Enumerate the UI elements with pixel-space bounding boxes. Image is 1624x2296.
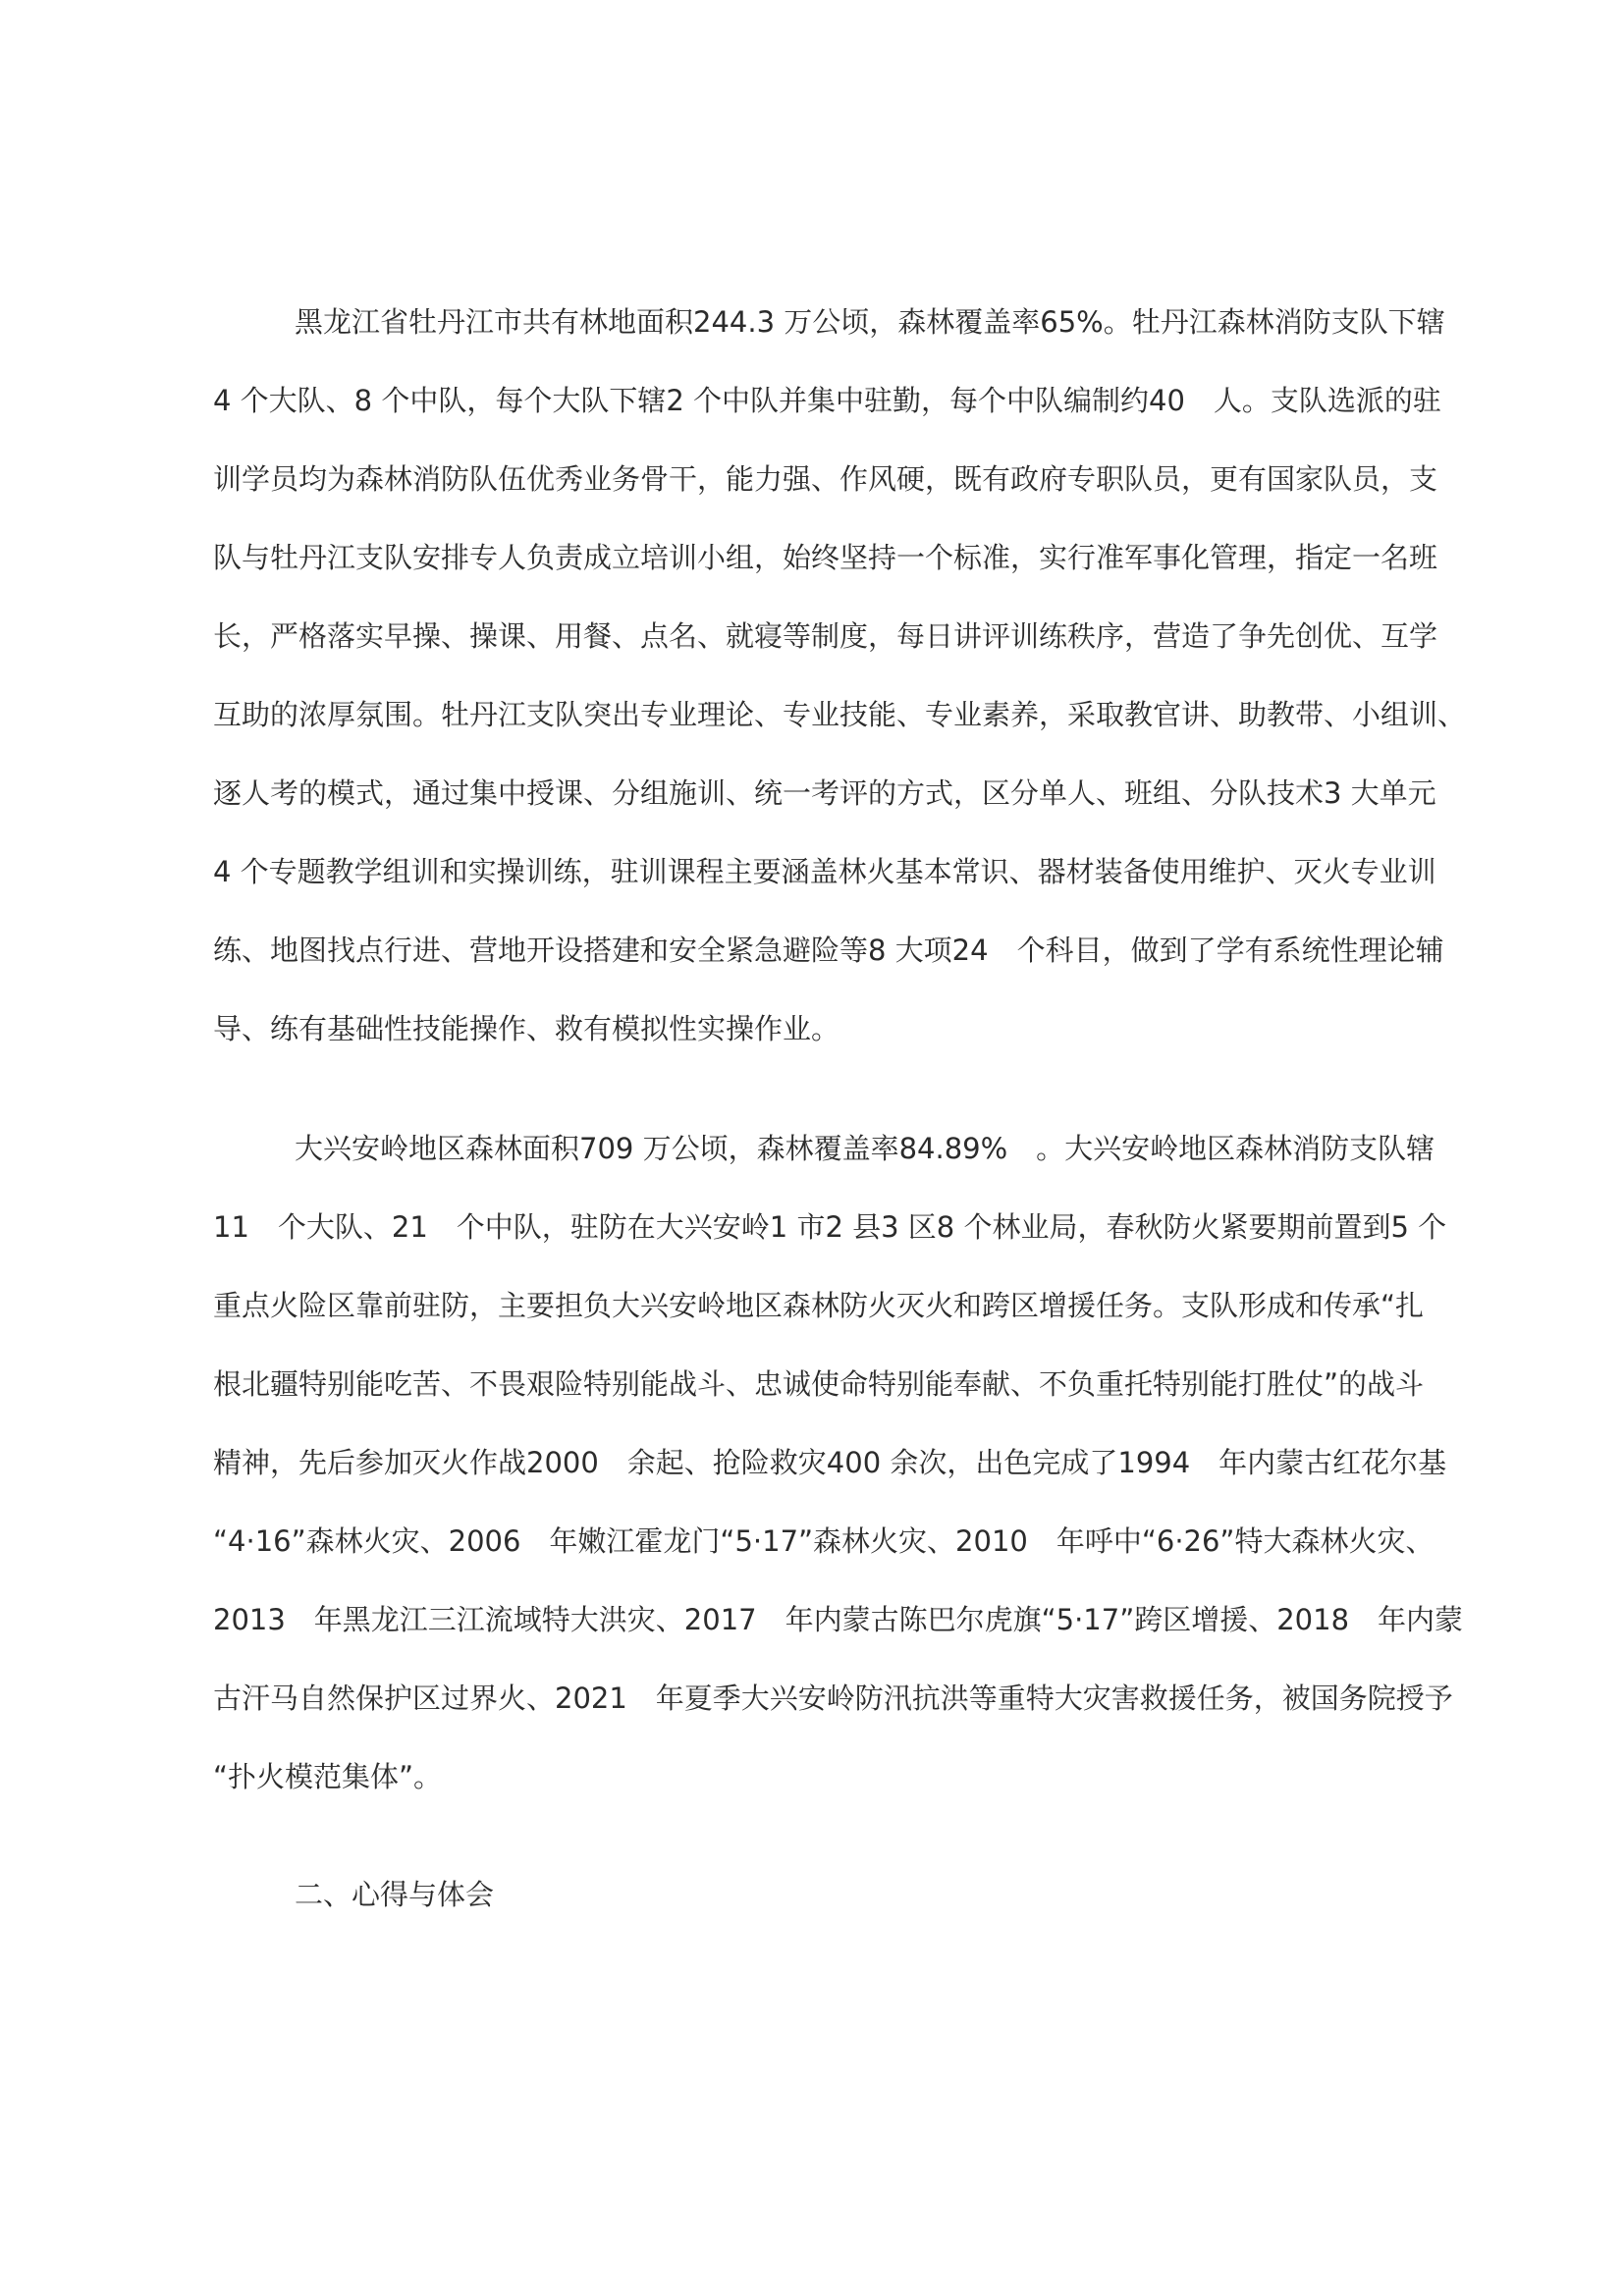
text-line: 互助的浓厚氛围。牡丹江支队突出专业理论、专业技能、专业素养，采取教官讲、助教带、小组训、 xyxy=(213,698,1467,731)
text-line: 导、练有基础性技能操作、救有模拟性实操作业。 xyxy=(213,1012,840,1045)
text-line: 队与牡丹江支队安排专人负责成立培训小组，始终坚持一个标准，实行准军事化管理，指定一名班 xyxy=(213,541,1438,574)
text-line: “扑火模范集体”。 xyxy=(213,1760,443,1793)
text-line: 4 个专题教学组训和实操训练，驻训课程主要涵盖林火基本常识、器材装备使用维护、灭火专业训 xyxy=(213,855,1436,888)
text-line: 黑龙江省牡丹江市共有林地面积244.3 万公顷，森林覆盖率65%。牡丹江森林消防支队下辖 xyxy=(295,305,1445,339)
paragraph-mudanjiang xyxy=(213,283,1467,1068)
text-line: 练、地图找点行进、营地开设搭建和安全紧急避险等8 大项24 个科目，做到了学有系统性理论辅 xyxy=(213,934,1444,967)
text-line: 古汗马自然保护区过界火、2021 年夏季大兴安岭防汛抗洪等重特大灾害救援任务，被国务院授予 xyxy=(213,1682,1453,1715)
section-heading: 二、心得与体会 xyxy=(295,1878,495,1911)
text-line: 逐人考的模式，通过集中授课、分组施训、统一考评的方式，区分单人、班组、分队技术3 大单元 xyxy=(213,776,1436,810)
text-line: 11 个大队、21 个中队，驻防在大兴安岭1 市2 县3 区8 个林业局，春秋防火紧要期前置到5 个 xyxy=(213,1210,1447,1244)
text-line: 大兴安岭地区森林面积709 万公顷，森林覆盖率84.89% 。大兴安岭地区森林消防支队辖 xyxy=(295,1132,1435,1165)
text-line: 根北疆特别能吃苦、不畏艰险特别能战斗、忠诚使命特别能奉献、不负重托特别能打胜仗”的战斗 xyxy=(213,1367,1425,1401)
text-line: 2013 年黑龙江三江流域特大洪灾、2017 年内蒙古陈巴尔虎旗“5·17”跨区增援、2018 年内蒙 xyxy=(213,1603,1464,1636)
paragraph-daxinganling xyxy=(213,1109,1464,1816)
text-line: 4 个大队、8 个中队，每个大队下辖2 个中队并集中驻勤，每个中队编制约40 人。支队选派的驻 xyxy=(213,384,1441,417)
text-line: 长，严格落实早操、操课、用餐、点名、就寝等制度，每日讲评训练秩序，营造了争先创优、互学 xyxy=(213,619,1438,653)
text-line: “4·16”森林火灾、2006 年嫩江霍龙门“5·17”森林火灾、2010 年呼中“6·26”特大森林火灾、 xyxy=(213,1524,1435,1558)
text-line: 精神，先后参加灭火作战2000 余起、抢险救灾400 余次，出色完成了1994 年内蒙古红花尔基 xyxy=(213,1446,1447,1479)
text-line: 训学员均为森林消防队伍优秀业务骨干，能力强、作风硬，既有政府专职队员，更有国家队员，支 xyxy=(213,462,1438,496)
text-line: 重点火险区靠前驻防，主要担负大兴安岭地区森林防火灭火和跨区增援任务。支队形成和传承“扎 xyxy=(213,1289,1425,1322)
